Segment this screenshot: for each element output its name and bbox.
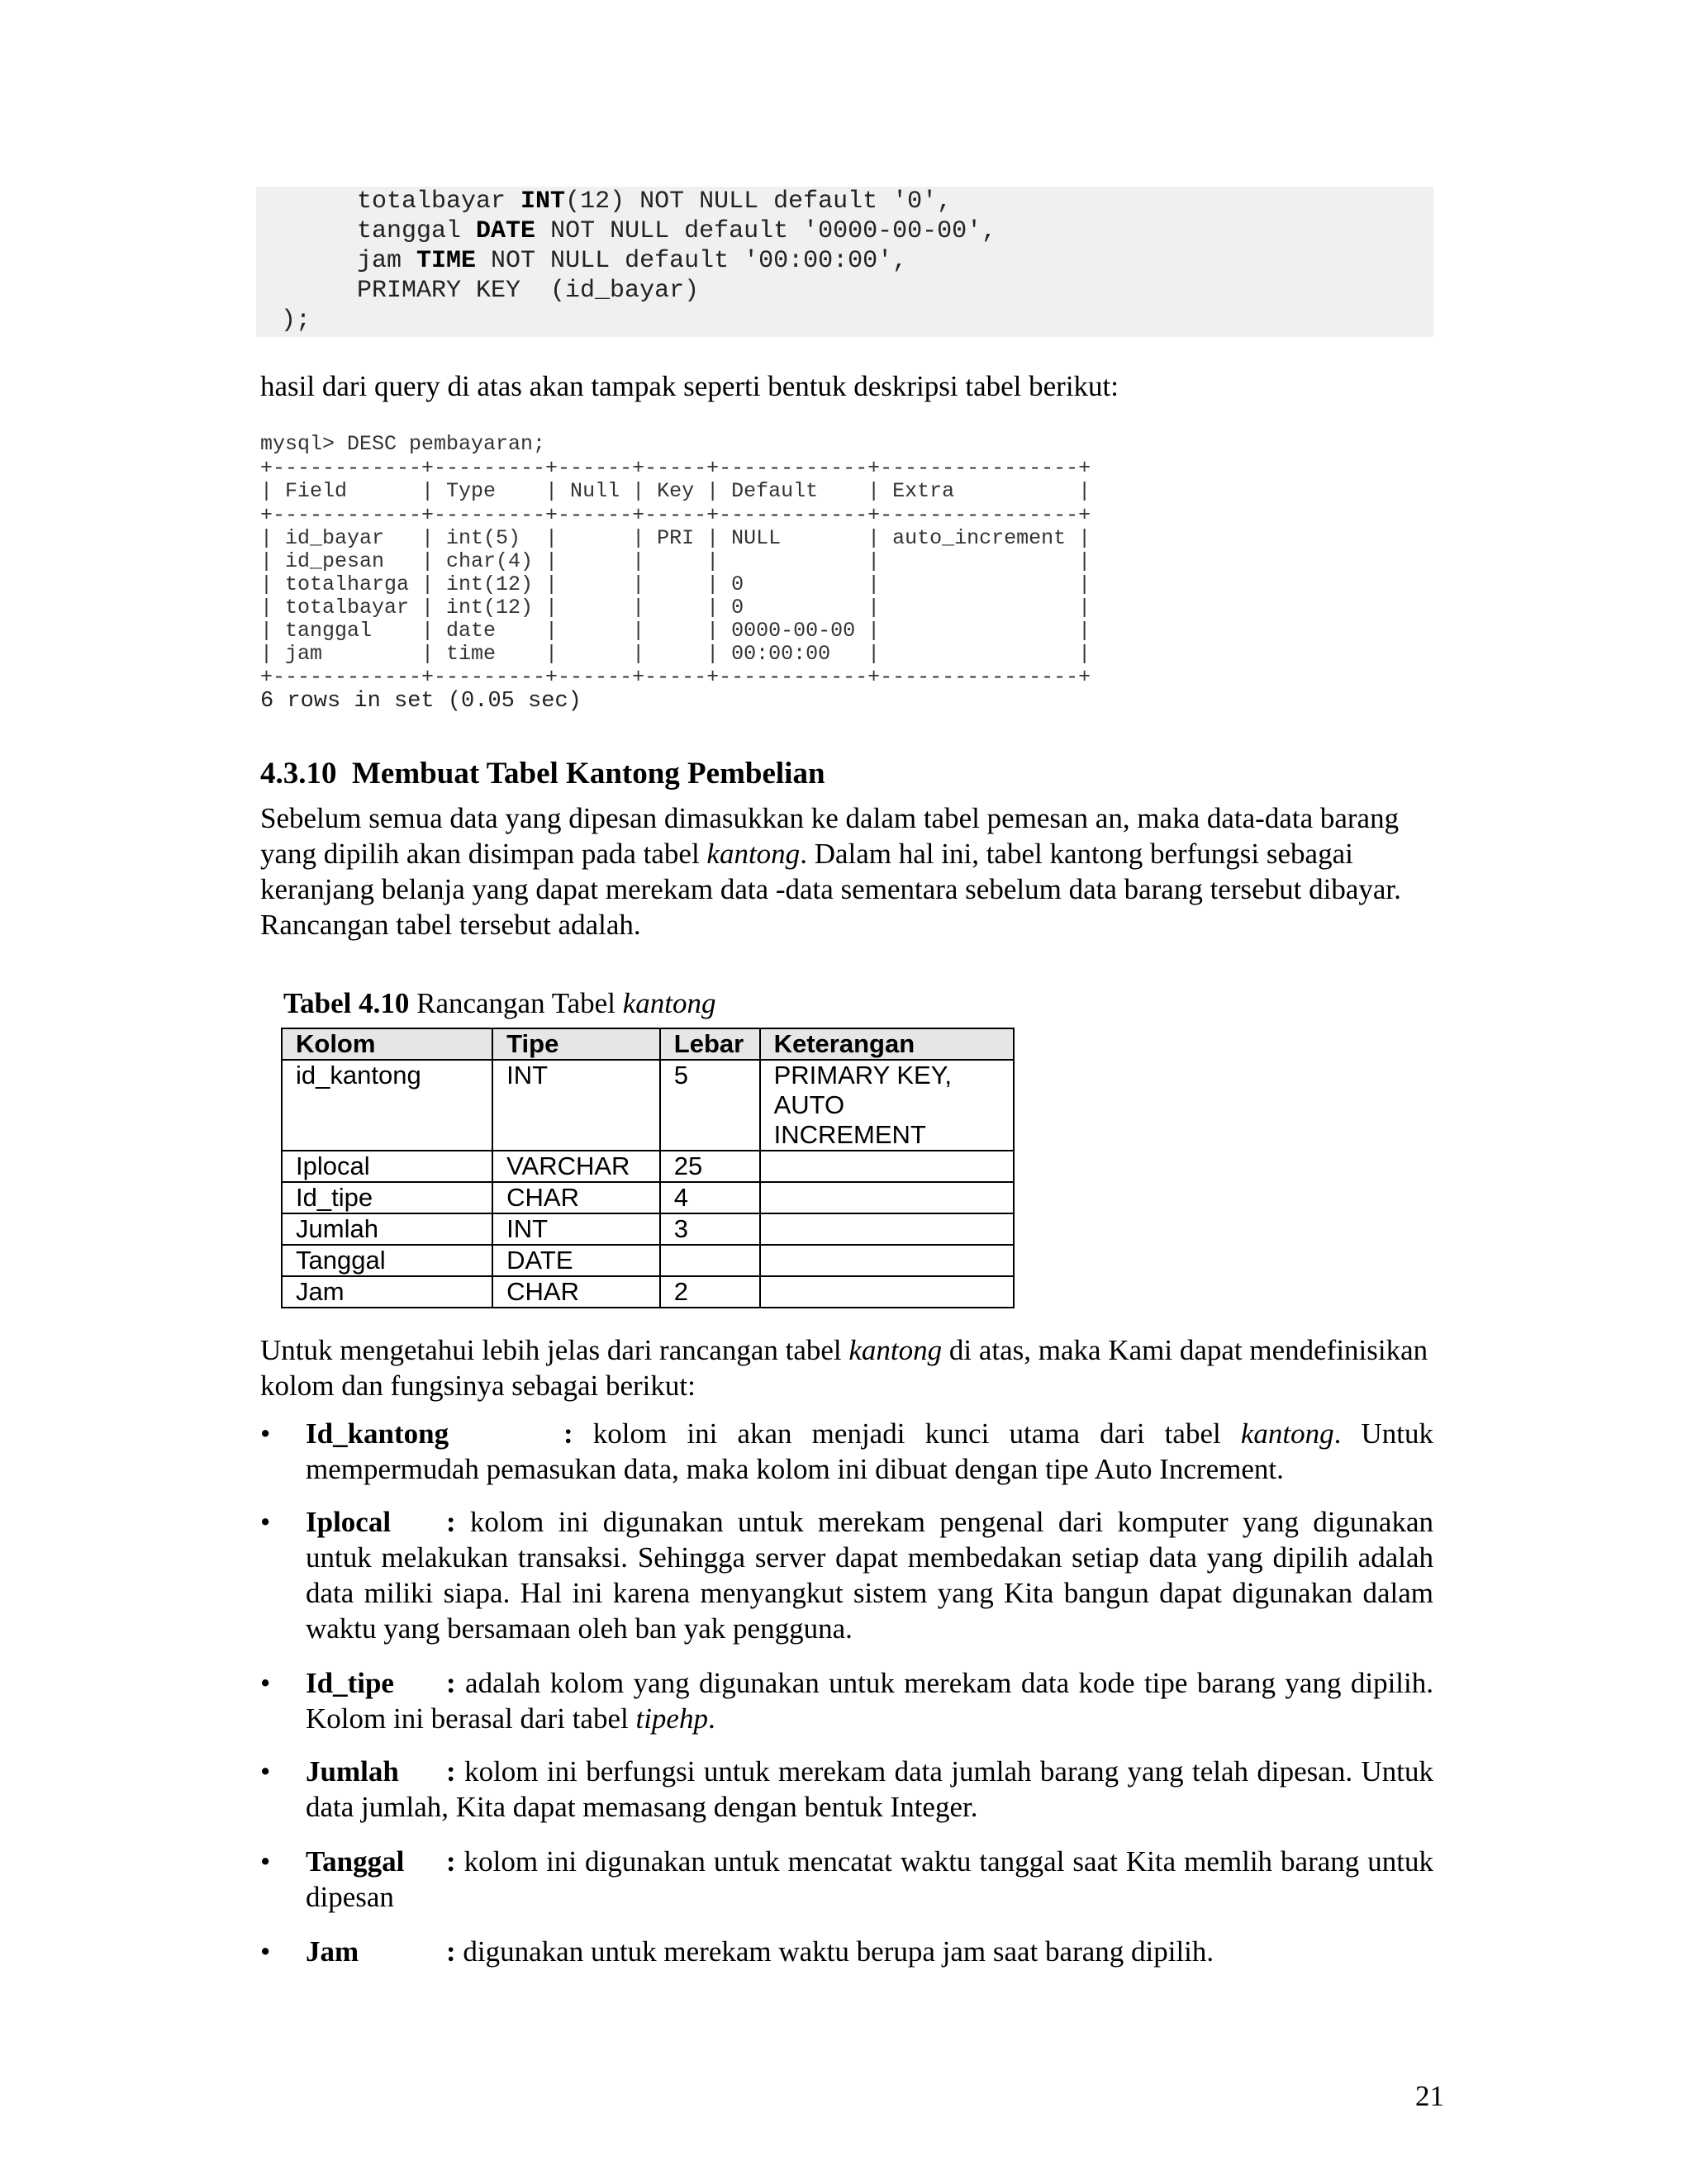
intro-text: hasil dari query di atas akan tampak seperti bentuk deskripsi tabel berikut: <box>260 370 1119 402</box>
table-cell: 4 <box>660 1182 760 1213</box>
desc-table-border: +------------+---------+------+-----+------------+----------------+ <box>260 503 1091 527</box>
bullet: • <box>260 1667 271 1699</box>
code-line: tanggal DATE NOT NULL default '0000-00-00', <box>312 217 997 245</box>
table-row <box>282 1060 1014 1151</box>
paragraph-intro-kantong: Sebelum semua data yang dipesan dimasukkan ke dalam tabel pemesan an, maka data-data barang yang dipilih akan disimpan pada tabel kantong. Dalam hal ini, tabel kantong berfungsi sebagai keranjang belanja yang dapat merekam data -data sementara sebelum data barang tersebut dibayar. Rancangan tabel tersebut adalah. <box>260 802 1401 941</box>
section-heading <box>260 756 825 791</box>
column-header: Keterangan <box>760 1028 1014 1060</box>
definition-term: Iplocal <box>306 1506 392 1538</box>
definition-item: • Iplocal : kolom ini digunakan untuk merekam pengenal dari komputer yang digunakan untuk melakukan transaksi. Sehingga server dapat membedakan setiap data yang dipilih adalah data miliki siapa. Hal ini karena menyangkut sistem yang Kita bangun dapat digunakan dalam waktu yang bersamaan oleh ban yak pengguna. <box>260 1506 1433 1645</box>
desc-table-footer: 6 rows in set (0.05 sec) <box>260 689 582 714</box>
table-row <box>282 1151 1014 1182</box>
desc-table-row: | id_pesan | char(4) | | | | | <box>260 549 1091 573</box>
table-cell: CHAR <box>492 1276 660 1308</box>
definition-term: Id_tipe <box>306 1667 394 1699</box>
desc-table-row: | totalharga | int(12) | | | 0 | | <box>260 572 1091 596</box>
page-number: 21 <box>1415 2080 1444 2112</box>
definition-item: • Tanggal : kolom ini digunakan untuk mencatat waktu tanggal saat Kita memlih barang untuk dipesan <box>260 1845 1433 1913</box>
code-line: totalbayar INT(12) NOT NULL default '0', <box>312 188 953 216</box>
definition-item: • Id_kantong : kolom ini akan menjadi kunci utama dari tabel kantong. Untuk mempermudah pemasukan data, maka kolom ini dibuat dengan tipe Auto Increment. <box>260 1417 1433 1485</box>
definition-item: • Jam : digunakan untuk merekam waktu berupa jam saat barang dipilih. <box>260 1935 1214 1968</box>
table-cell: 25 <box>660 1151 760 1182</box>
desc-table-header: | Field | Type | Null | Key | Default | Extra | <box>260 479 1091 503</box>
table-cell: Tanggal <box>282 1245 492 1276</box>
definition-term: Id_kantong <box>306 1417 449 1450</box>
table-cell <box>660 1245 760 1276</box>
table-cell: id_kantong <box>282 1060 492 1151</box>
table-header-row <box>282 1028 1014 1060</box>
desc-table-row: | totalbayar | int(12) | | | 0 | | <box>260 596 1091 620</box>
table-cell: DATE <box>492 1245 660 1276</box>
desc-table-border: +------------+---------+------+-----+------------+----------------+ <box>260 456 1091 480</box>
column-header: Kolom <box>282 1028 492 1060</box>
table-cell: INT <box>492 1060 660 1151</box>
table-cell: CHAR <box>492 1182 660 1213</box>
table-row <box>282 1245 1014 1276</box>
table-cell <box>760 1151 1014 1182</box>
mysql-prompt: mysql> DESC pembayaran; <box>260 432 546 456</box>
table-caption: Tabel 4.10 Rancangan Tabel kantong <box>283 987 716 1019</box>
table-cell: Id_tipe <box>282 1182 492 1213</box>
table-row <box>282 1276 1014 1308</box>
table-cell: Iplocal <box>282 1151 492 1182</box>
bullet: • <box>260 1506 271 1538</box>
paragraph-definitions-intro: Untuk mengetahui lebih jelas dari rancangan tabel kantong di atas, maka Kami dapat mendefinisikan kolom dan fungsinya sebagai berikut: <box>260 1334 1428 1402</box>
table-cell: PRIMARY KEY, AUTO INCREMENT <box>760 1060 1014 1151</box>
code-line: PRIMARY KEY (id_bayar) <box>312 277 700 305</box>
column-header: Lebar <box>660 1028 760 1060</box>
table-cell: 5 <box>660 1060 760 1151</box>
desc-table-row: | tanggal | date | | | 0000-00-00 | | <box>260 619 1091 643</box>
code-line: ); <box>266 306 311 335</box>
table-cell: 2 <box>660 1276 760 1308</box>
definition-term: Jumlah <box>306 1755 399 1788</box>
bullet: • <box>260 1845 271 1878</box>
desc-table-border: +------------+---------+------+-----+------------+----------------+ <box>260 665 1091 689</box>
table-cell <box>760 1245 1014 1276</box>
definition-term: Jam <box>306 1935 359 1968</box>
definition-item: • Id_tipe : adalah kolom yang digunakan untuk merekam data kode tipe barang yang dipilih. Kolom ini berasal dari tabel tipehp. <box>260 1667 1433 1735</box>
table-cell <box>760 1182 1014 1213</box>
section-number: 4.3.10 <box>260 757 337 791</box>
desc-table-row: | jam | time | | | 00:00:00 | | <box>260 642 1091 666</box>
table-cell: Jam <box>282 1276 492 1308</box>
table-cell: INT <box>492 1213 660 1245</box>
table-cell <box>760 1276 1014 1308</box>
definition-term: Tanggal <box>306 1845 405 1878</box>
definition-item: • Jumlah : kolom ini berfungsi untuk merekam data jumlah barang yang telah dipesan. Untuk data jumlah, Kita dapat memasang dengan bentuk Integer. <box>260 1755 1433 1823</box>
bullet: • <box>260 1935 271 1968</box>
table-row <box>282 1182 1014 1213</box>
kantong-design-table <box>281 1028 1015 1308</box>
table-row <box>282 1213 1014 1245</box>
desc-table-row: | id_bayar | int(5) | | PRI | NULL | auto_increment | <box>260 526 1091 550</box>
bullet: • <box>260 1755 271 1788</box>
column-header: Tipe <box>492 1028 660 1060</box>
code-line: jam TIME NOT NULL default '00:00:00', <box>312 247 908 275</box>
section-title: Membuat Tabel Kantong Pembelian <box>352 757 825 791</box>
table-cell: Jumlah <box>282 1213 492 1245</box>
table-cell: VARCHAR <box>492 1151 660 1182</box>
bullet: • <box>260 1417 271 1450</box>
table-cell <box>760 1213 1014 1245</box>
table-cell: 3 <box>660 1213 760 1245</box>
